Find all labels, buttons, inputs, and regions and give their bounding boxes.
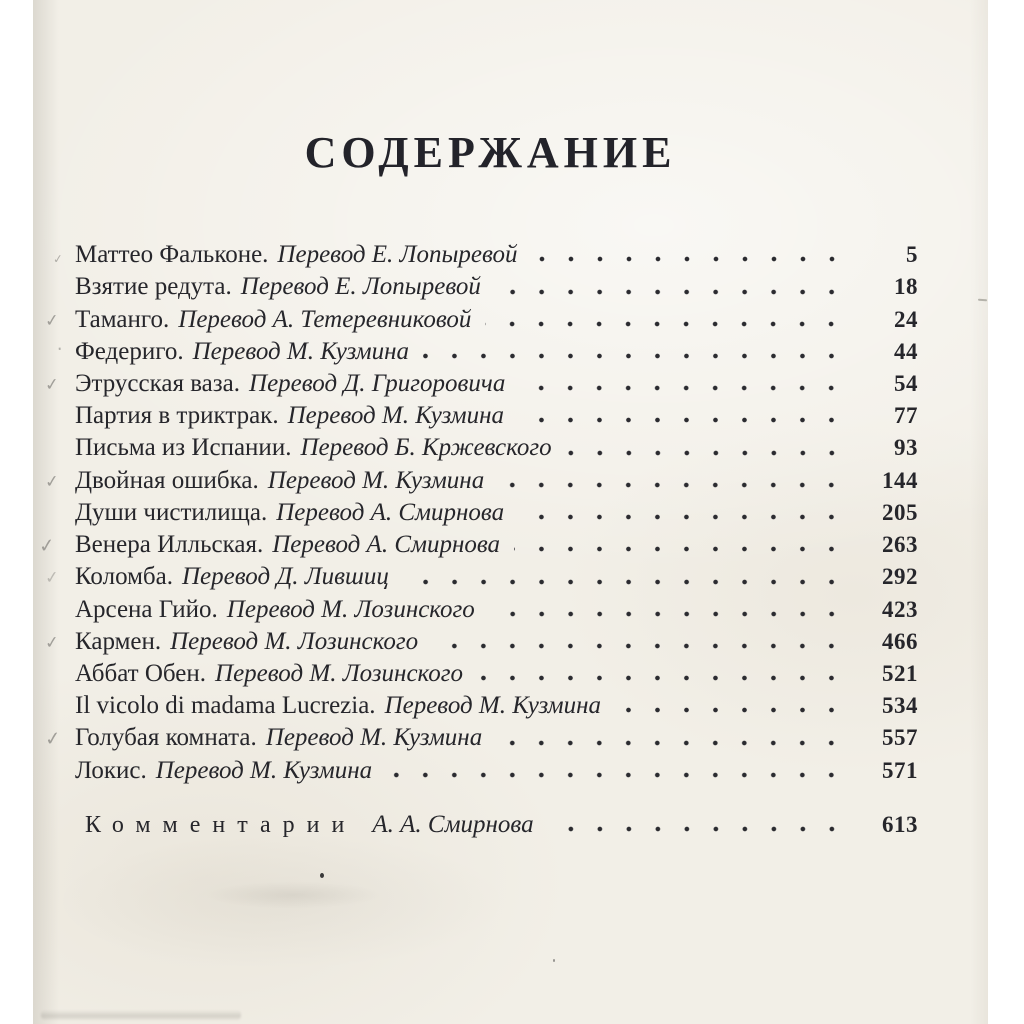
entry-title: Двойная ошибка. [75, 466, 259, 494]
dot-leader [498, 482, 846, 488]
page-title: СОДЕРЖАНИЕ [304, 128, 677, 177]
entry-title: Il vicolo di madama Lucrezia. [75, 692, 376, 720]
entry-title: Венера Илльская. [75, 531, 264, 559]
entry-title: Кармен. [75, 627, 162, 655]
dot-leader [386, 772, 846, 778]
paper-smudge [183, 878, 403, 912]
entry-page-number: 613 [882, 811, 918, 837]
paper-page [33, 0, 988, 1024]
dot-leader [532, 256, 846, 262]
entry-title: Коломба. [75, 563, 173, 591]
toc-entry [37, 529, 918, 561]
toc-list [37, 239, 918, 786]
entry-title: Взятие редута. [75, 273, 232, 301]
pencil-check-mark: ✓ [43, 727, 63, 752]
entry-translator: Перевод Д. Григоровича [249, 370, 506, 398]
toc-entry [43, 561, 918, 593]
entry-translator: Перевод М. Кузмина [265, 724, 483, 752]
pencil-check-mark: · [55, 338, 64, 361]
entry-page-number: 54 [894, 371, 918, 397]
toc-entry [75, 432, 918, 464]
toc-entry [75, 658, 918, 690]
dot-leader [432, 643, 846, 649]
pencil-check-mark: ✓ [43, 374, 61, 396]
entry-page-number: 24 [894, 306, 918, 332]
dot-leader [514, 546, 846, 552]
entry-translator: Перевод А. Смирнова [276, 498, 505, 526]
paper-scratch [978, 299, 987, 302]
toc-entry [75, 400, 918, 432]
entry-title: Голубая комната. [75, 724, 257, 752]
pencil-check-mark: ✓ [43, 470, 61, 493]
entry-title: Аббат Обен. [75, 659, 207, 687]
toc-entry [43, 368, 918, 400]
entry-page-number: 5 [906, 242, 918, 268]
entry-page-number: 18 [894, 274, 918, 300]
entry-title: Таманго. [75, 305, 170, 333]
entry-translator: Перевод А. Тетеревниковой [178, 305, 472, 333]
toc-entry [52, 239, 918, 271]
entry-title: Арсена Гийо. [75, 595, 218, 623]
pencil-check-mark: ✓ [43, 567, 61, 589]
dot-leader [496, 740, 846, 746]
entry-translator: Перевод М. Кузмина [287, 402, 505, 430]
entry-title: Маттео Фальконе. [75, 241, 269, 269]
entry-page-number: 557 [882, 725, 918, 751]
entry-page-number: 263 [882, 532, 918, 558]
dot-leader [423, 353, 846, 359]
dot-leader [519, 385, 846, 391]
dot-leader [566, 450, 846, 456]
dot-leader [403, 579, 846, 585]
commentary-author: А. А. Смирнова [372, 810, 534, 838]
pencil-check-mark: ✓ [52, 251, 64, 267]
commentary-label: Комментарии [85, 811, 357, 838]
entry-translator: Перевод М. Кузмина [384, 692, 602, 720]
toc-entry [55, 336, 918, 368]
pencil-check-mark: ✓ [43, 632, 61, 654]
toc-entry [75, 497, 918, 529]
toc-entry [43, 304, 918, 336]
entry-translator: Перевод Б. Кржевского [300, 434, 552, 462]
toc-entry [43, 626, 918, 658]
pencil-check-mark: ✓ [37, 534, 57, 558]
entry-title: Федериго. [75, 337, 184, 365]
dot-leader [477, 675, 846, 681]
dot-leader [518, 417, 846, 423]
entry-page-number: 144 [882, 467, 918, 493]
entry-title: Письма из Испании. [75, 434, 292, 462]
entry-translator: Перевод М. Кузмина [267, 466, 485, 494]
entry-translator: Перевод Е. Лопыревой [277, 241, 518, 269]
pencil-check-mark: ✓ [43, 309, 61, 332]
entry-title: Локис. [75, 756, 147, 784]
toc-entry [75, 594, 918, 626]
entry-translator: Перевод Е. Лопыревой [240, 273, 481, 301]
entry-translator: Перевод Д. Лившиц [182, 563, 389, 591]
table-of-contents [37, 0, 918, 841]
toc-entry [75, 755, 918, 787]
dot-leader [485, 321, 846, 327]
entry-page-number: 534 [882, 693, 918, 719]
dot-leader [548, 826, 846, 832]
entry-page-number: 77 [894, 403, 918, 429]
toc-entry [43, 465, 918, 497]
entry-page-number: 292 [882, 564, 918, 590]
toc-entry [75, 271, 918, 303]
entry-page-number: 571 [882, 757, 918, 783]
entry-title: Этрусская ваза. [75, 370, 241, 398]
entry-page-number: 205 [882, 499, 918, 525]
entry-translator: Перевод М. Кузмина [155, 756, 373, 784]
dot-leader [495, 289, 846, 295]
entry-translator: Перевод М. Лозинского [226, 595, 475, 623]
entry-translator: Перевод А. Смирнова [272, 531, 501, 559]
paper-smear [41, 1010, 241, 1020]
paper-speck [553, 959, 555, 962]
entry-title: Партия в триктрак. [75, 402, 279, 430]
toc-entry-commentary [75, 809, 918, 841]
entry-page-number: 521 [882, 660, 918, 686]
entry-title: Души чистилища. [75, 498, 268, 526]
entry-translator: Перевод М. Лозинского [170, 627, 419, 655]
toc-entry [43, 722, 918, 754]
entry-page-number: 44 [894, 338, 918, 364]
dot-leader [518, 514, 846, 520]
dot-leader [615, 707, 846, 713]
entry-translator: Перевод М. Кузмина [192, 337, 410, 365]
entry-translator: Перевод М. Лозинского [215, 659, 464, 687]
entry-page-number: 466 [882, 628, 918, 654]
toc-entry [75, 690, 918, 722]
dot-leader [489, 611, 846, 617]
entry-page-number: 423 [882, 596, 918, 622]
entry-page-number: 93 [894, 435, 918, 461]
